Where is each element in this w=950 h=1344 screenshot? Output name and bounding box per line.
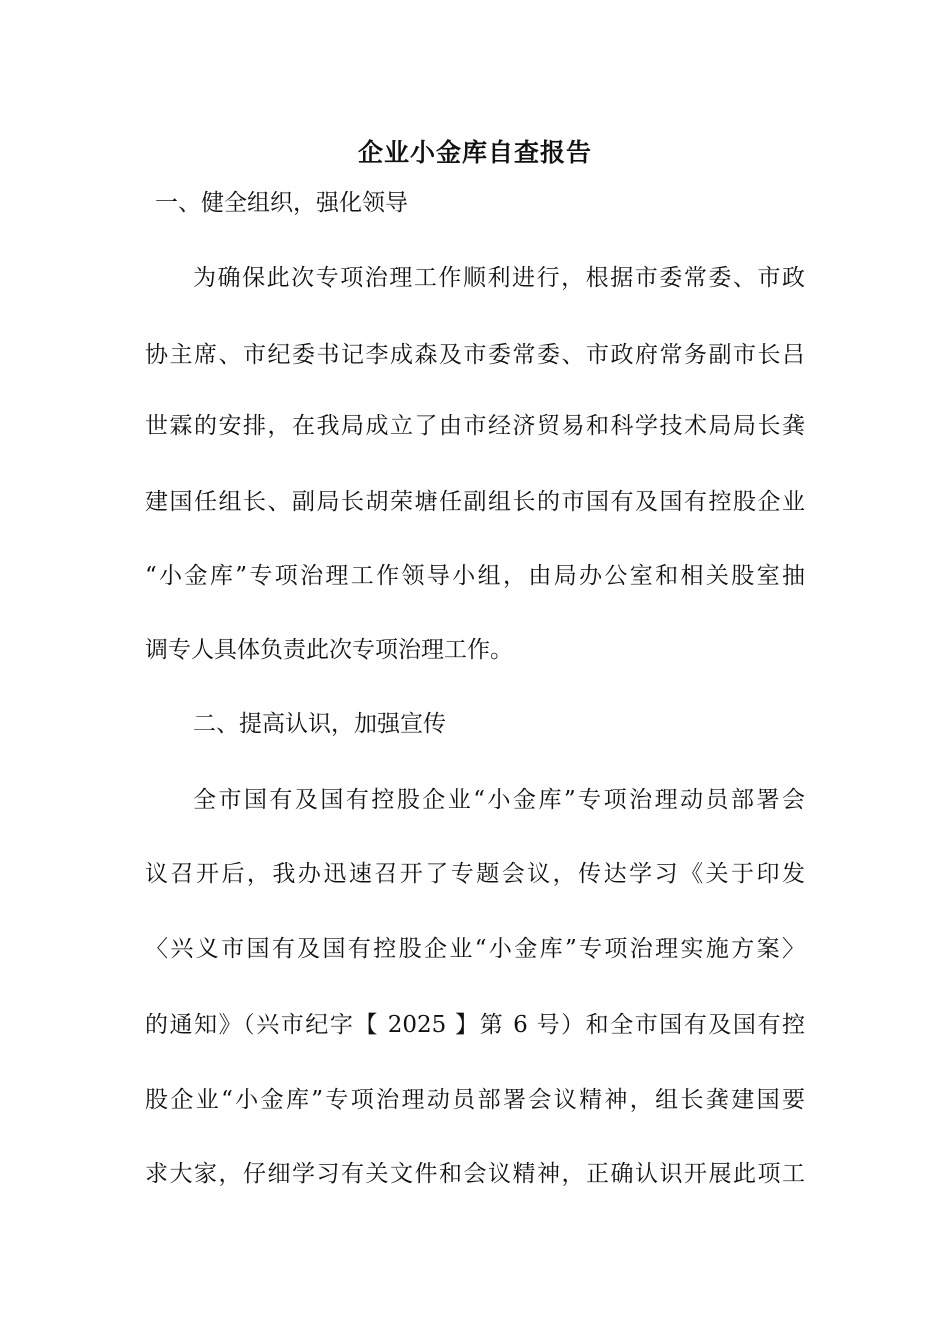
paragraph-line: 求大家，仔细学习有关文件和会议精神，正确认识开展此项工 [145,1161,805,1187]
paragraph-line: 为确保此次专项治理工作顺利进行，根据市委常委、市政 [193,265,805,291]
paragraph-line: 议召开后，我办迅速召开了专题会议，传达学习《关于印发 [145,861,805,887]
paragraph-line: 世霖的安排，在我局成立了由市经济贸易和科学技术局局长龚 [145,413,805,439]
paragraph-line: 的通知》（兴市纪字【 2025 】第 6 号）和全市国有及国有控 [145,1012,805,1038]
section-heading-1: 一、健全组织，强化领导 [155,190,408,216]
section-heading-2: 二、提高认识，加强宣传 [193,711,446,737]
paragraph-line: 调专人具体负责此次专项治理工作。 [145,637,513,663]
paragraph-line: 建国任组长、副局长胡荣塘任副组长的市国有及国有控股企业 [145,489,805,515]
paragraph-line: 股企业“小金库”专项治理动员部署会议精神，组长龚建国要 [145,1087,805,1113]
paragraph-line: 协主席、市纪委书记李成森及市委常委、市政府常务副市长吕 [145,342,805,368]
document-title: 企业小金库自查报告 [357,138,592,167]
paragraph-line: 全市国有及国有控股企业“小金库”专项治理动员部署会 [193,787,805,813]
paragraph-line: 〈兴义市国有及国有控股企业“小金库”专项治理实施方案〉 [145,936,805,962]
paragraph-line: “小金库”专项治理工作领导小组，由局办公室和相关股室抽 [145,563,805,589]
